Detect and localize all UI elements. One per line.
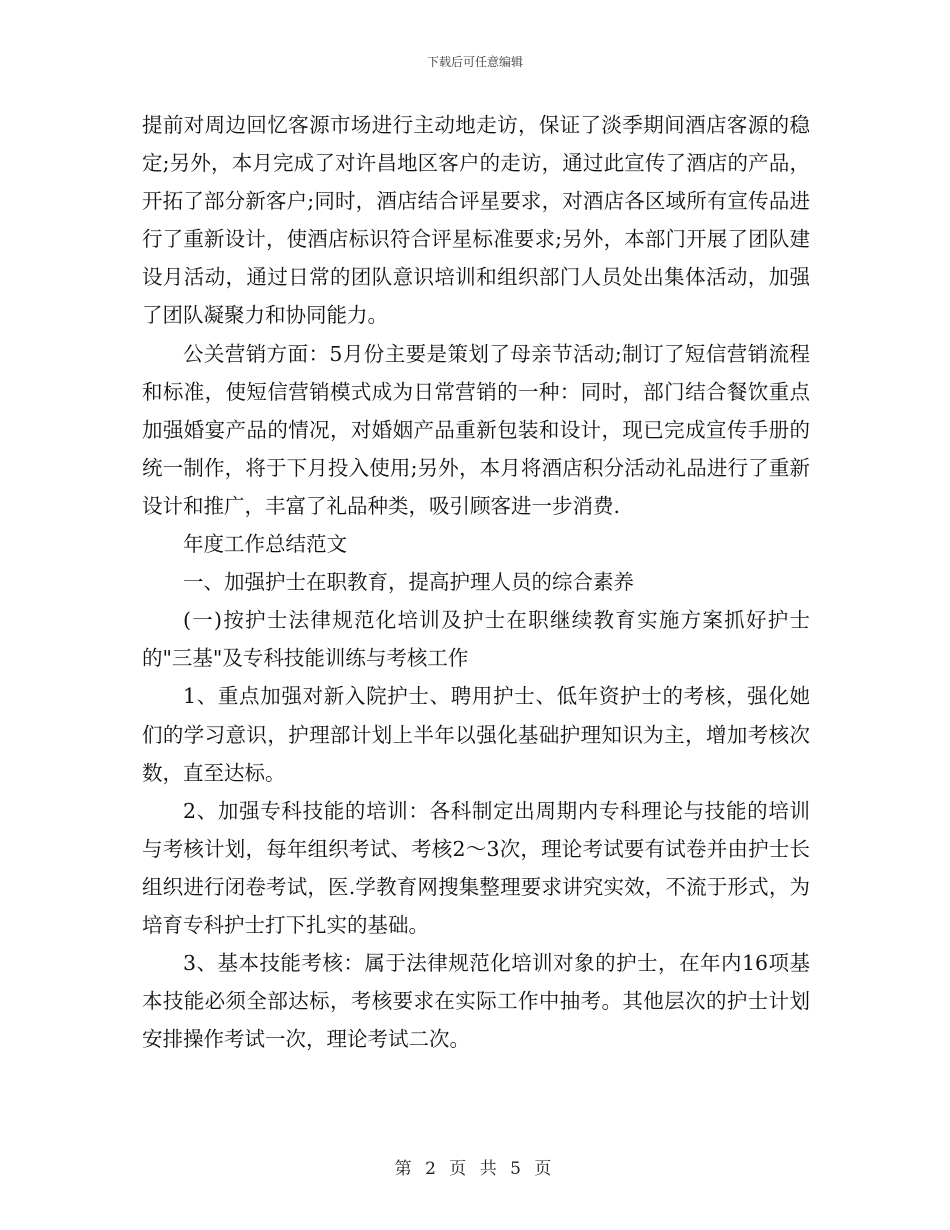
heading-level-1: 一、加强护士在职教育，提高护理人员的综合素养 (183, 570, 634, 595)
paragraph-pr-marketing: 公关营销方面：5月份主要是策划了母亲节活动;制订了短信营销流程和标准，使短信营销模式成为日常营销的一种：同时，部门结合餐饮重点加强婚宴产品的情况，对婚姻产品重新包装和设计，现已完成宣传手册的统一制作，将于下月投入使用;另外，本月将酒店积分活动礼品进行了重新设计和推广，丰富了礼品种类，吸引顾客进一步消费. (142, 341, 810, 518)
page-number: 第 2 页 共 5 页 (394, 1159, 556, 1179)
list-item-2: 2、加强专科技能的培训：各科制定出周期内专科理论与技能的培训与考核计划，每年组织考试、考核2～3次，理论考试要有试卷并由护士长组织进行闭卷考试，医.学教育网搜集整理要求讲究实效，不流于形式，为培育专科护士打下扎实的基础。 (142, 798, 810, 937)
paragraph-continuation: 提前对周边回忆客源市场进行主动地走访，保证了淡季期间酒店客源的稳定;另外，本月完成了对许昌地区客户的走访，通过此宣传了酒店的产品，开拓了部分新客户;同时，酒店结合评星要求，对酒店各区域所有宣传品进行了重新设计，使酒店标识符合评星标准要求;另外，本部门开展了团队建设月活动，通过日常的团队意识培训和组织部门人员处出集体活动，加强了团队凝聚力和协同能力。 (142, 113, 810, 328)
section-title: 年度工作总结范文 (183, 532, 347, 557)
list-item-3: 3、基本技能考核：属于法律规范化培训对象的护士，在年内16项基本技能必须全部达标，考核要求在实际工作中抽考。其他层次的护士计划安排操作考试一次，理论考试二次。 (142, 951, 810, 1052)
heading-level-2: (一)按护士法律规范化培训及护士在职继续教育实施方案抓好护士的"三基"及专科技能训练与考核工作 (142, 608, 810, 671)
page-header: 下载后可任意编辑 (426, 55, 523, 69)
document-body (142, 106, 810, 1058)
list-item-1: 1、重点加强对新入院护士、聘用护士、低年资护士的考核，强化她们的学习意识，护理部计划上半年以强化基础护理知识为主，增加考核次数，直至达标。 (142, 684, 810, 785)
